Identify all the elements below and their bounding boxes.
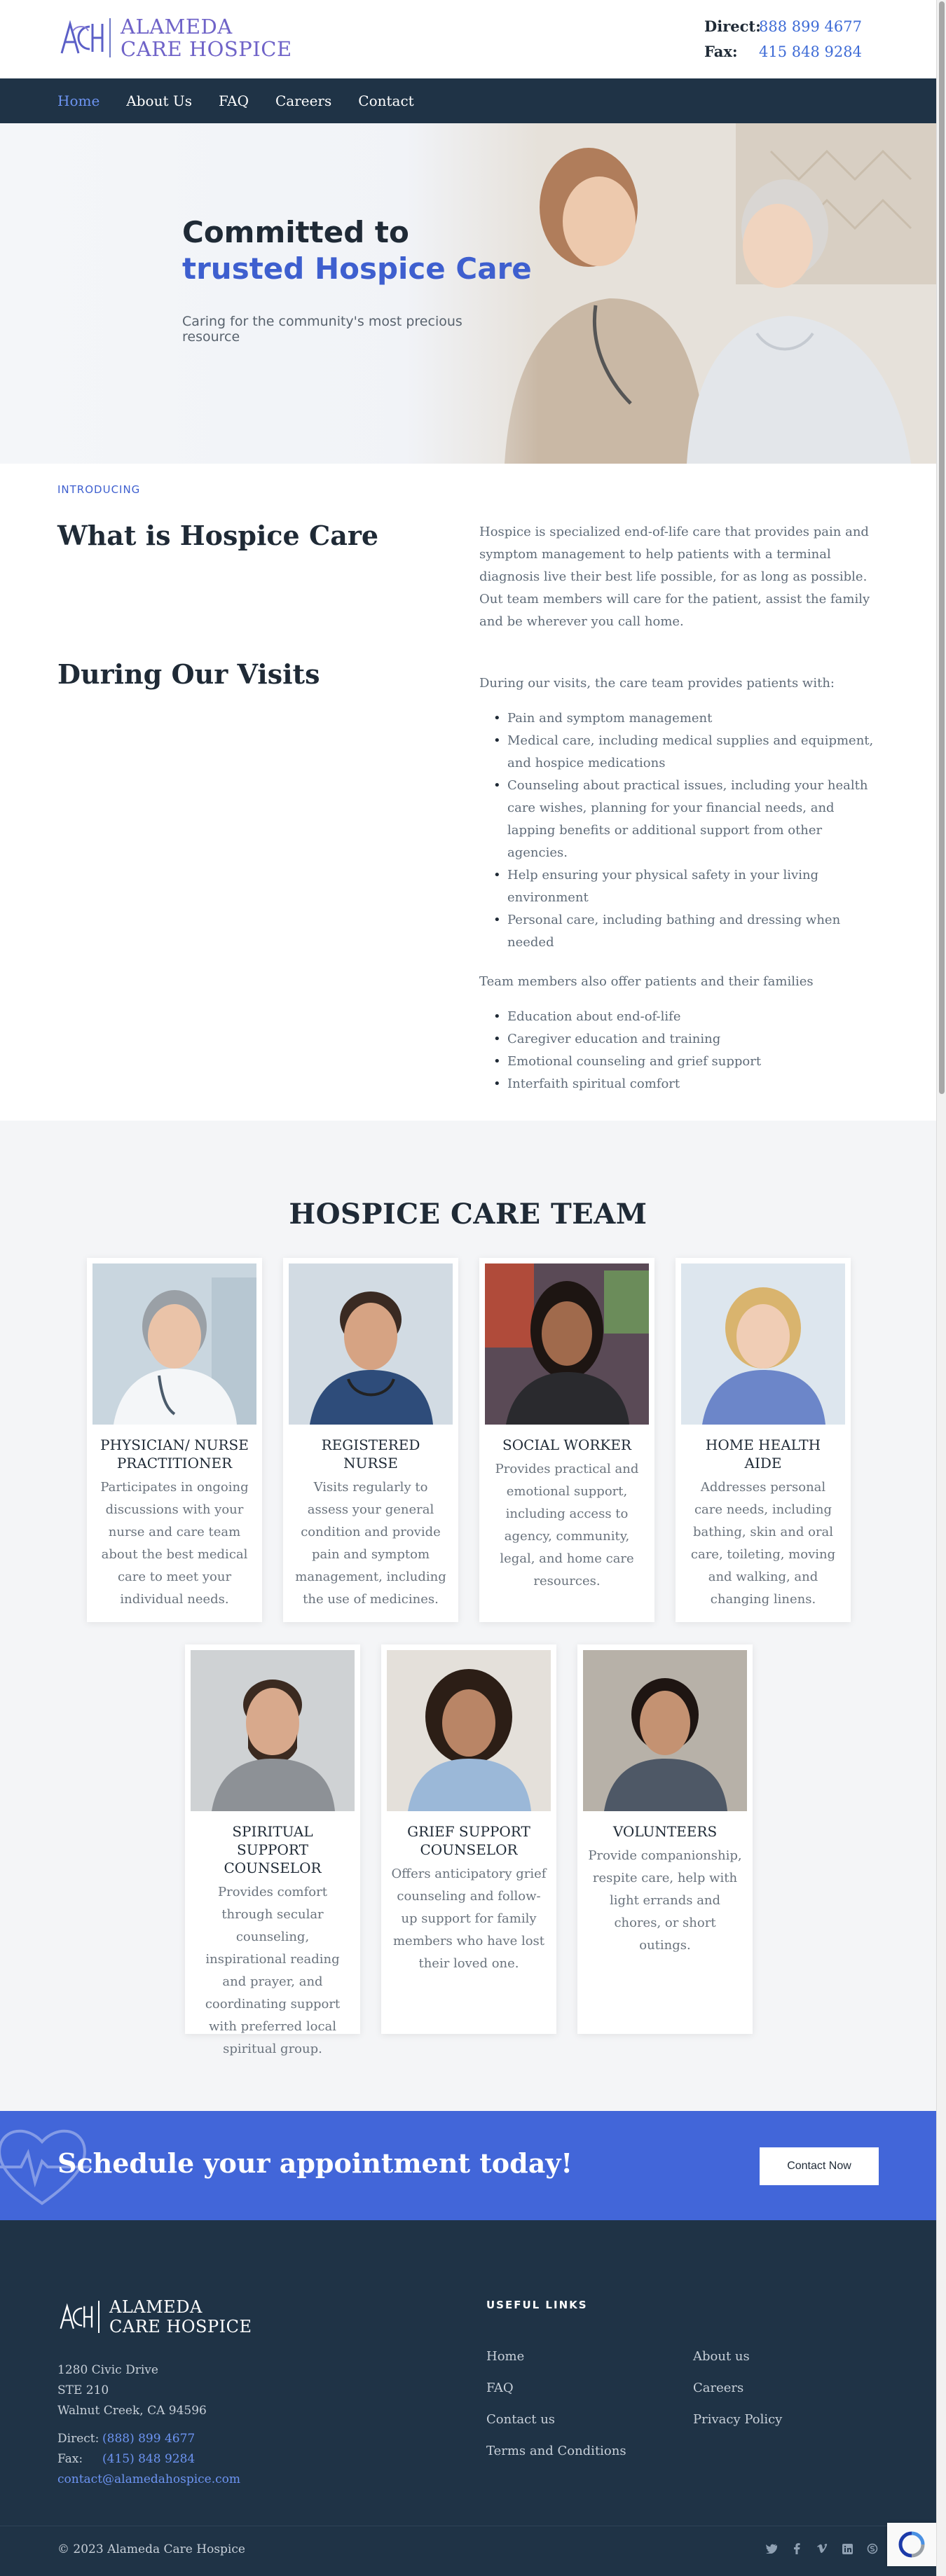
- footer-logo-line-1: ALAMEDA: [109, 2297, 203, 2317]
- header: [0, 0, 936, 78]
- footer-logo-line-2: CARE HOSPICE: [109, 2317, 252, 2336]
- team-card-physician: [87, 1258, 262, 1622]
- team-description: Offers anticipatory grief counseling and follow-up support for family members who have lost their loved one.: [391, 1867, 547, 1971]
- footer-contact: [57, 2429, 195, 2470]
- list-item: • Personal care, including bathing and dressing when needed: [479, 909, 879, 954]
- cta-banner: [0, 2111, 936, 2220]
- footer-logo[interactable]: [57, 2297, 252, 2336]
- footer-link-faq[interactable]: FAQ: [486, 2381, 514, 2395]
- team-card-social-worker: [479, 1258, 654, 1622]
- nav-contact[interactable]: Contact: [358, 92, 414, 109]
- nav-about-us[interactable]: About Us: [126, 92, 192, 109]
- footer-link-home[interactable]: Home: [486, 2349, 525, 2364]
- nav-careers[interactable]: Careers: [275, 92, 332, 109]
- main-nav: [0, 78, 936, 123]
- address-line-3: Walnut Creek, CA 94596: [57, 2404, 207, 2418]
- linkedin-icon[interactable]: [839, 2541, 855, 2556]
- direct-phone-link[interactable]: 888 899 4677: [759, 18, 862, 35]
- family-list: [479, 1006, 879, 1095]
- team-title: HOSPICE CARE TEAM: [289, 1198, 647, 1231]
- footer: [0, 2220, 936, 2576]
- footer-fax-label: Fax:: [57, 2452, 83, 2466]
- team-description: Participates in ongoing discussions with your nurse and care team about the best medical care to meet your individual needs.: [100, 1480, 249, 1607]
- team-card-registered-nurse: [283, 1258, 458, 1622]
- fax-number-link[interactable]: 415 848 9284: [759, 43, 862, 60]
- cta-title: Schedule your appointment today!: [57, 2147, 573, 2179]
- hero-subtitle: Caring for the community's most precious resource: [182, 314, 462, 345]
- footer-logo-monogram-icon: [57, 2301, 94, 2333]
- footer-link-privacy-policy[interactable]: Privacy Policy: [693, 2412, 783, 2427]
- address-line-2: STE 210: [57, 2383, 109, 2397]
- footer-link-contact-us[interactable]: Contact us: [486, 2412, 556, 2427]
- list-item: • Interfaith spiritual comfort: [479, 1073, 879, 1095]
- team-description: Visits regularly to assess your general condition and provide pain and symptom management, including the use of medicines.: [295, 1480, 446, 1607]
- footer-email-link[interactable]: contact@alamedahospice.com: [57, 2472, 241, 2486]
- vimeo-icon[interactable]: [814, 2541, 830, 2556]
- hero-title: [182, 214, 532, 287]
- team-role: SPIRITUAL SUPPORT COUNSELOR: [224, 1823, 322, 1876]
- address-line-1: 1280 Civic Drive: [57, 2363, 158, 2377]
- footer-links: [486, 2346, 879, 2461]
- footer-link-terms[interactable]: Terms and Conditions: [486, 2444, 626, 2458]
- team-role: SOCIAL WORKER: [502, 1436, 631, 1453]
- page-scrollbar[interactable]: [936, 0, 946, 2576]
- registered-nurse-photo: [289, 1263, 453, 1425]
- footer-logo-divider: [98, 2301, 100, 2333]
- team-role: GRIEF SUPPORT COUNSELOR: [407, 1823, 530, 1858]
- team-card-volunteers: [577, 1644, 753, 2034]
- twitter-icon[interactable]: [764, 2541, 779, 2556]
- volunteers-photo: [583, 1650, 747, 1811]
- list-item: • Education about end-of-life: [479, 1006, 879, 1028]
- team-card-home-health-aide: [676, 1258, 851, 1622]
- team-card-grief-counselor: [381, 1644, 556, 2034]
- recaptcha-badge[interactable]: [887, 2523, 936, 2566]
- family-intro: Team members also offer patients and their families: [479, 974, 814, 989]
- recaptcha-icon: [898, 2530, 926, 2558]
- during-visits-heading: During Our Visits: [57, 658, 320, 690]
- team-role: VOLUNTEERS: [612, 1823, 718, 1840]
- team-description: Provides practical and emotional support, including access to agency, community, legal, and home care resources.: [495, 1462, 639, 1588]
- team-description: Provide companionship, respite care, help with light errands and chores, or short outings.: [588, 1848, 742, 1953]
- logo[interactable]: [57, 15, 292, 60]
- footer-fax-link[interactable]: (415) 848 9284: [102, 2452, 196, 2466]
- physician-photo: [92, 1263, 256, 1425]
- nav-faq[interactable]: FAQ: [218, 92, 249, 109]
- footer-direct-label: Direct:: [57, 2432, 100, 2446]
- hero: [0, 123, 936, 464]
- team-role: REGISTERED NURSE: [321, 1436, 420, 1471]
- fax-label: Fax:: [704, 43, 738, 60]
- logo-divider: [109, 18, 111, 57]
- footer-link-careers[interactable]: Careers: [693, 2381, 744, 2395]
- nav-home[interactable]: Home: [57, 92, 100, 109]
- home-health-aide-photo: [681, 1263, 845, 1425]
- spiritual-counselor-photo: [191, 1650, 355, 1811]
- list-item: • Help ensuring your physical safety in your living environment: [479, 864, 879, 909]
- logo-line-2: CARE HOSPICE: [121, 37, 292, 61]
- team-card-spiritual-counselor: [185, 1644, 360, 2056]
- useful-links-title: USEFUL LINKS: [486, 2299, 588, 2311]
- team-role: HOME HEALTH AIDE: [705, 1436, 821, 1471]
- list-item: • Emotional counseling and grief support: [479, 1051, 879, 1073]
- list-item: • Counseling about practical issues, including your health care wishes, planning for your financial needs, and lapping benefits or additional support from other agencies.: [479, 775, 879, 864]
- hero-title-line-2: trusted Hospice Care: [182, 251, 532, 286]
- header-contact: [704, 14, 862, 64]
- facebook-icon[interactable]: [789, 2541, 804, 2556]
- footer-direct-phone-link[interactable]: (888) 899 4677: [102, 2432, 196, 2446]
- copyright: © 2023 Alameda Care Hospice: [57, 2542, 245, 2556]
- list-item: • Caregiver education and training: [479, 1028, 879, 1051]
- contact-now-button[interactable]: Contact Now: [760, 2147, 879, 2185]
- team-description: Addresses personal care needs, including bathing, skin and oral care, toileting, moving and walking, and changing linens.: [690, 1480, 836, 1607]
- skype-icon[interactable]: [865, 2541, 880, 2556]
- hero-image: [406, 123, 936, 464]
- list-item: • Medical care, including medical supplies and equipment, and hospice medications: [479, 730, 879, 775]
- grief-counselor-photo: [387, 1650, 551, 1811]
- logo-monogram-icon: [57, 17, 105, 59]
- list-item: • Pain and symptom management: [479, 707, 879, 730]
- logo-line-1: ALAMEDA: [121, 15, 233, 39]
- footer-logo-text: [109, 2297, 252, 2336]
- visits-intro: During our visits, the care team provides patients with:: [479, 676, 835, 691]
- logo-text: [121, 15, 292, 60]
- footer-link-about-us[interactable]: About us: [693, 2349, 750, 2364]
- scrollbar-thumb[interactable]: [939, 1, 945, 1094]
- team-role: PHYSICIAN/ NURSE PRACTITIONER: [100, 1436, 249, 1471]
- footer-address: [57, 2360, 207, 2421]
- team-description: Provides comfort through secular counseling, inspirational reading and prayer, and coordinating support with preferred local spiritual group.: [205, 1885, 341, 2056]
- hero-title-line-1: Committed to: [182, 215, 409, 249]
- hospice-description: Hospice is specialized end-of-life care that provides pain and symptom management to help patients with a terminal diagnosis live their best life possible, for as long as possible. Out team members will care for the patient, assist the family and be wherever you call home.: [479, 525, 870, 629]
- social-worker-photo: [485, 1263, 649, 1425]
- what-is-hospice-heading: What is Hospice Care: [57, 520, 379, 551]
- social-links: [764, 2541, 880, 2556]
- direct-label: Direct:: [704, 18, 761, 35]
- visits-list: [479, 707, 879, 954]
- introducing-label: INTRODUCING: [57, 483, 141, 496]
